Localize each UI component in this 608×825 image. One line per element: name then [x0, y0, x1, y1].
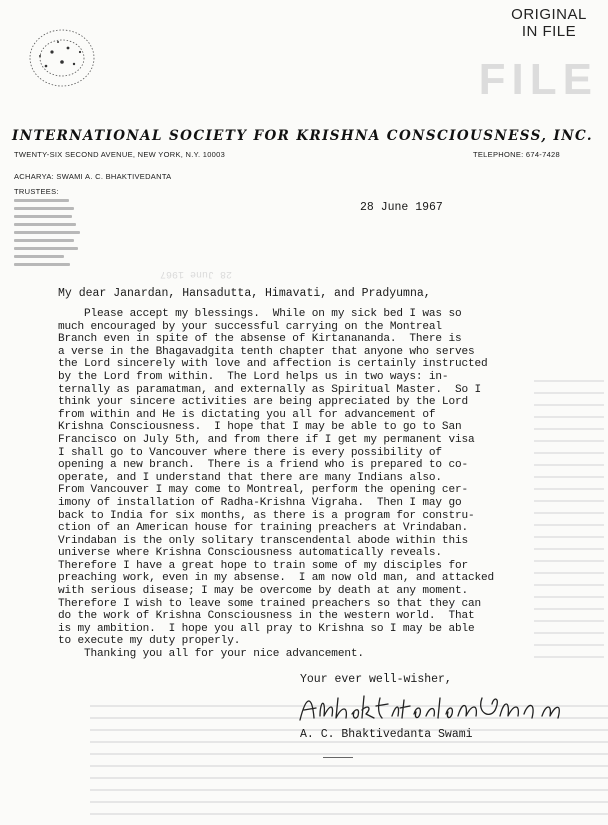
letter-body: Please accept my blessings. While on my sick bed I was so much encouraged by your successful carrying on the Montreal Branch even in spite of the absense of Kirtanananda. There is a verse in the Bhagavadgita tenth chapter that anyone who serves the Lord sincerely with love and affection is certainly instructed by the Lord from within. The Lord helps us in two ways: in- ternally as paramatman, and externally as Spiritual Master. So I think your sincere activities are being appreciated by the Lord from within and He is dictating you all for advancement of Krishna Consciousness. I hope that I may be able to go to San Francisco on July 5th, and from there if I get my permanent visa I shall go to Vancouver where there is every possibility of opening a new branch. There is a friend who is prepared to co- operate, and I understand that there are many Indians also. From Vancouver I may come to Montreal, perform the opening cer- imony of installation of Radha-Krishna Vigraha. Then I may go back to India for six months, as there is a program for constru- ction of an American house for training preachers at Vrindaban. Vrindaban is the only solitary transcendental abode within this universe where Krishna Consciousness automatically reveals. Therefore I have a great hope to train some of my disciples for preaching work, even in my absense. I am now old man, and attacked with serious disease; I may be overcome by death at any moment. Therefore I wish to leave some trained preachers so that they can do the work of Krishna Consciousness in the western world. That is my ambition. I hope you all pray to Krishna so I may be able to execute my duty properly. Thanking you all for your nice advancement. — [58, 308, 494, 661]
trustee-name — [14, 231, 80, 234]
stamp-line-2: IN FILE — [521, 23, 577, 40]
trustee-name — [14, 223, 76, 226]
trustees-label: TRUSTEES: — [14, 187, 59, 196]
letter-salutation: My dear Janardan, Hansadutta, Himavati, and Pradyumna, — [58, 287, 431, 300]
letterhead-address: TWENTY-SIX SECOND AVENUE, NEW YORK, N.Y. 10003 — [14, 150, 226, 159]
society-name-heading: INTERNATIONAL SOCIETY FOR KRISHNA CONSCIOUSNESS, INC. — [12, 128, 593, 144]
trustee-name — [14, 199, 69, 202]
signature-dash — [323, 757, 353, 758]
stamp-line-1: ORIGINAL — [511, 6, 587, 23]
trustee-name — [14, 239, 74, 242]
trustee-name — [14, 255, 64, 258]
trustee-name — [14, 263, 70, 266]
handwritten-signature — [296, 690, 586, 724]
trustee-name — [14, 215, 72, 218]
bleed-through-date: 28 June 1967 — [160, 268, 233, 279]
letter-date: 28 June 1967 — [360, 201, 443, 214]
bleed-through-file-text: FILE — [478, 55, 598, 104]
signer-name: A. C. Bhaktivedanta Swami — [300, 728, 473, 741]
trustee-name — [14, 207, 74, 210]
letterhead-telephone: TELEPHONE: 674-7428 — [473, 150, 560, 159]
letter-closing: Your ever well-wisher, — [300, 673, 452, 686]
trustee-name — [14, 247, 78, 250]
society-seal-logo — [22, 22, 102, 92]
letterhead-acharya: ACHARYA: SWAMI A. C. BHAKTIVEDANTA — [14, 172, 172, 181]
original-in-file-stamp — [504, 6, 594, 40]
trustee-names-list — [14, 199, 84, 271]
